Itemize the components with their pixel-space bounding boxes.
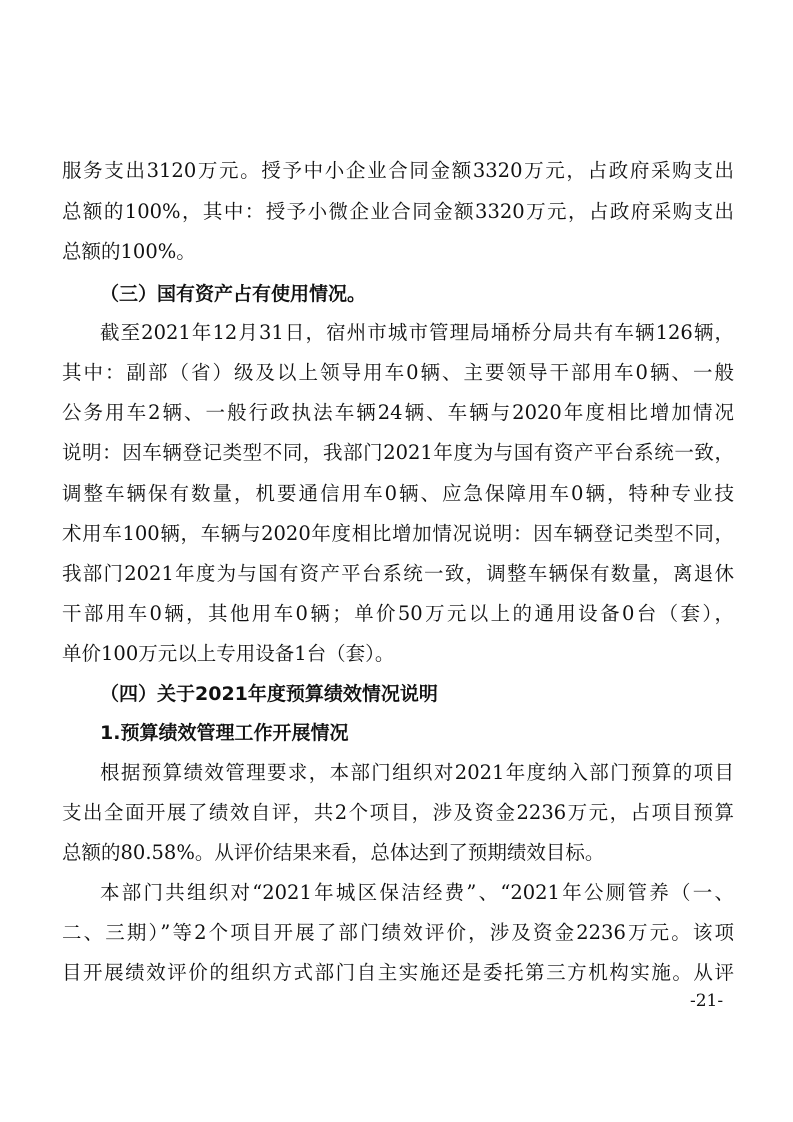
text-line: 其中：副部（省）级及以上领导用车0辆、主要领导干部用车0辆、一般: [62, 361, 734, 384]
text-line: 说明：因车辆登记类型不同，我部门2021年度为与国有资产平台系统一致，: [62, 441, 734, 464]
text-line: 总额的100%，其中：授予小微企业合同金额3320万元，占政府采购支出: [62, 200, 734, 223]
text-line: 支出全面开展了绩效自评，共2个项目，涉及资金2236万元，占项目预算: [62, 801, 734, 824]
text-line: 单价100万元以上专用设备1台（套）。: [62, 642, 395, 665]
text-line: 调整车辆保有数量，机要通信用车0辆、应急保障用车0辆，特种专业技: [62, 482, 734, 505]
text-line: 本部门共组织对“2021年城区保洁经费”、“2021年公厕管养（一、: [100, 881, 734, 904]
text-line: 服务支出3120万元。授予中小企业合同金额3320万元，占政府采购支出: [62, 159, 734, 182]
page-number: -21-: [690, 991, 724, 1011]
text-line: 干部用车0辆，其他用车0辆；单价50万元以上的通用设备0台（套），: [62, 602, 734, 625]
text-line: 术用车100辆，车辆与2020年度相比增加情况说明：因车辆登记类型不同，: [62, 522, 734, 545]
text-line: 公务用车2辆、一般行政执法车辆24辆、车辆与2020年度相比增加情况: [62, 401, 734, 424]
section-heading-4: （四）关于2021年度预算绩效情况说明: [100, 683, 438, 705]
text-line: 我部门2021年度为与国有资产平台系统一致，调整车辆保有数量，离退休: [62, 562, 734, 585]
text-line: 总额的80.58%。从评价结果来看，总体达到了预期绩效目标。: [62, 841, 605, 864]
text-line: 截至2021年12月31日，宿州市城市管理局埇桥分局共有车辆126辆，: [100, 321, 734, 344]
text-line: 总额的100%。: [62, 240, 196, 263]
section-heading-3: （三）国有资产占有使用情况。: [100, 283, 367, 305]
text-line: 根据预算绩效管理要求，本部门组织对2021年度纳入部门预算的项目: [100, 761, 734, 784]
text-line: 二、三期）”等2个项目开展了部门绩效评价，涉及资金2236万元。该项: [62, 921, 734, 944]
subsection-heading-4-1: 1.预算绩效管理工作开展情况: [100, 722, 349, 744]
text-line: 目开展绩效评价的组织方式部门自主实施还是委托第三方机构实施。从评: [62, 961, 734, 984]
